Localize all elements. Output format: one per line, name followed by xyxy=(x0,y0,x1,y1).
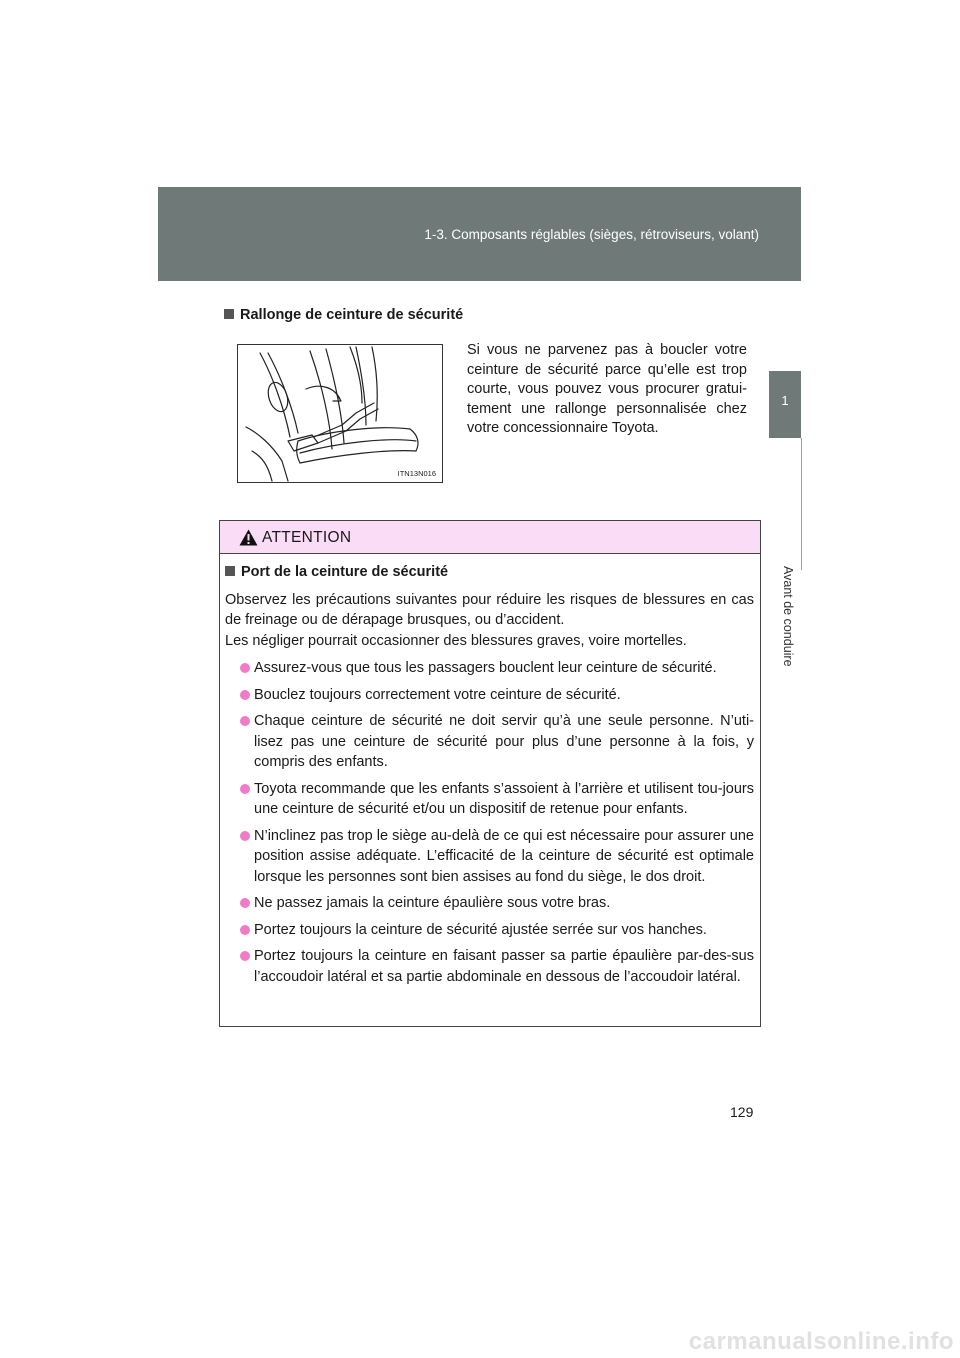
section-heading xyxy=(224,307,463,323)
figure-code: ITN13N016 xyxy=(397,469,436,478)
chapter-label: Avant de conduire xyxy=(781,566,795,667)
intro-paragraph: Si vous ne parvenez pas à boucler votre ceinture de sécurité parce qu’elle est trop courte, vous pouvez vous procurer gratui-tement une rallonge personnalisée chez votre concessionnaire Toyota. xyxy=(467,342,747,437)
bullet-dot-icon xyxy=(240,716,250,726)
warning-paragraph: Les négliger pourrait occasionner des blessures graves, voire mortelles. xyxy=(225,632,687,649)
bullet-dot-icon xyxy=(240,690,250,700)
warning-label: ATTENTION xyxy=(262,529,352,546)
bullet-dot-icon xyxy=(240,831,250,841)
warning-paragraph: Observez les précautions suivantes pour réduire les risques de blessures en cas de freinage ou de dérapage brusques, ou d’accident. xyxy=(225,591,754,628)
bullet-dot-icon xyxy=(240,898,250,908)
warning-list xyxy=(225,658,754,987)
seat-illustration-icon xyxy=(238,345,442,482)
list-item xyxy=(225,685,754,706)
bullet-dot-icon xyxy=(240,784,250,794)
section-heading-text: Rallonge de ceinture de sécurité xyxy=(240,307,464,323)
warning-header xyxy=(220,521,760,554)
list-item xyxy=(225,946,754,987)
list-item-text: N’inclinez pas trop le siège au-delà de ce qui est nécessaire pour assurer une position assise adéquate. L’efficacité de la ceinture de sécurité est optimale lorsque les personnes sont bien assises au fond du siège, le dos droit. xyxy=(254,827,754,885)
watermark: carmanualsonline.info xyxy=(688,1328,954,1355)
list-item-text: Assurez-vous que tous les passagers bouclent leur ceinture de sécurité. xyxy=(254,660,717,676)
warning-body xyxy=(225,562,754,993)
chapter-title: 1-3. Composants réglables (sièges, rétroviseurs, volant) xyxy=(424,227,759,242)
list-item xyxy=(225,711,754,773)
list-item xyxy=(225,893,754,914)
warning-heading-text: Port de la ceinture de sécurité xyxy=(241,564,449,580)
page-number: 129 xyxy=(730,1104,754,1120)
list-item xyxy=(225,658,754,679)
list-item-text: Ne passez jamais la ceinture épaulière sous votre bras. xyxy=(254,895,611,911)
warning-triangle-icon xyxy=(239,529,258,546)
list-item-text: Portez toujours la ceinture en faisant passer sa partie épaulière par-des-sus l’accoudoir latéral et sa partie abdominale en dessous de l’accoudoir latéral. xyxy=(254,948,754,985)
chapter-number: 1 xyxy=(781,393,789,408)
chapter-tab xyxy=(769,371,801,438)
header-bar xyxy=(158,187,801,281)
seatbelt-extender-illustration xyxy=(237,344,443,483)
warning-heading xyxy=(225,562,754,583)
list-item-text: Chaque ceinture de sécurité ne doit servir qu’à une seule personne. N’uti-lisez pas une ceinture de sécurité pour plus d’une personne à la fois, y compris des enfants. xyxy=(254,713,754,770)
chapter-tab-label-area xyxy=(769,438,802,667)
square-bullet-icon xyxy=(225,566,235,576)
list-item xyxy=(225,826,754,888)
list-item-text: Bouclez toujours correctement votre ceinture de sécurité. xyxy=(254,686,621,703)
warning-box xyxy=(219,520,761,1027)
bullet-dot-icon xyxy=(240,663,250,673)
list-item-text: Portez toujours la ceinture de sécurité ajustée serrée sur vos hanches. xyxy=(254,921,707,938)
list-item-text: Toyota recommande que les enfants s’assoient à l’arrière et utilisent tou-jours une ceinture de sécurité et/ou un dispositif de retenue pour enfants. xyxy=(254,780,754,817)
bullet-dot-icon xyxy=(240,951,250,961)
bullet-dot-icon xyxy=(240,925,250,935)
square-bullet-icon xyxy=(224,309,234,319)
list-item xyxy=(225,920,754,941)
list-item xyxy=(225,779,754,820)
